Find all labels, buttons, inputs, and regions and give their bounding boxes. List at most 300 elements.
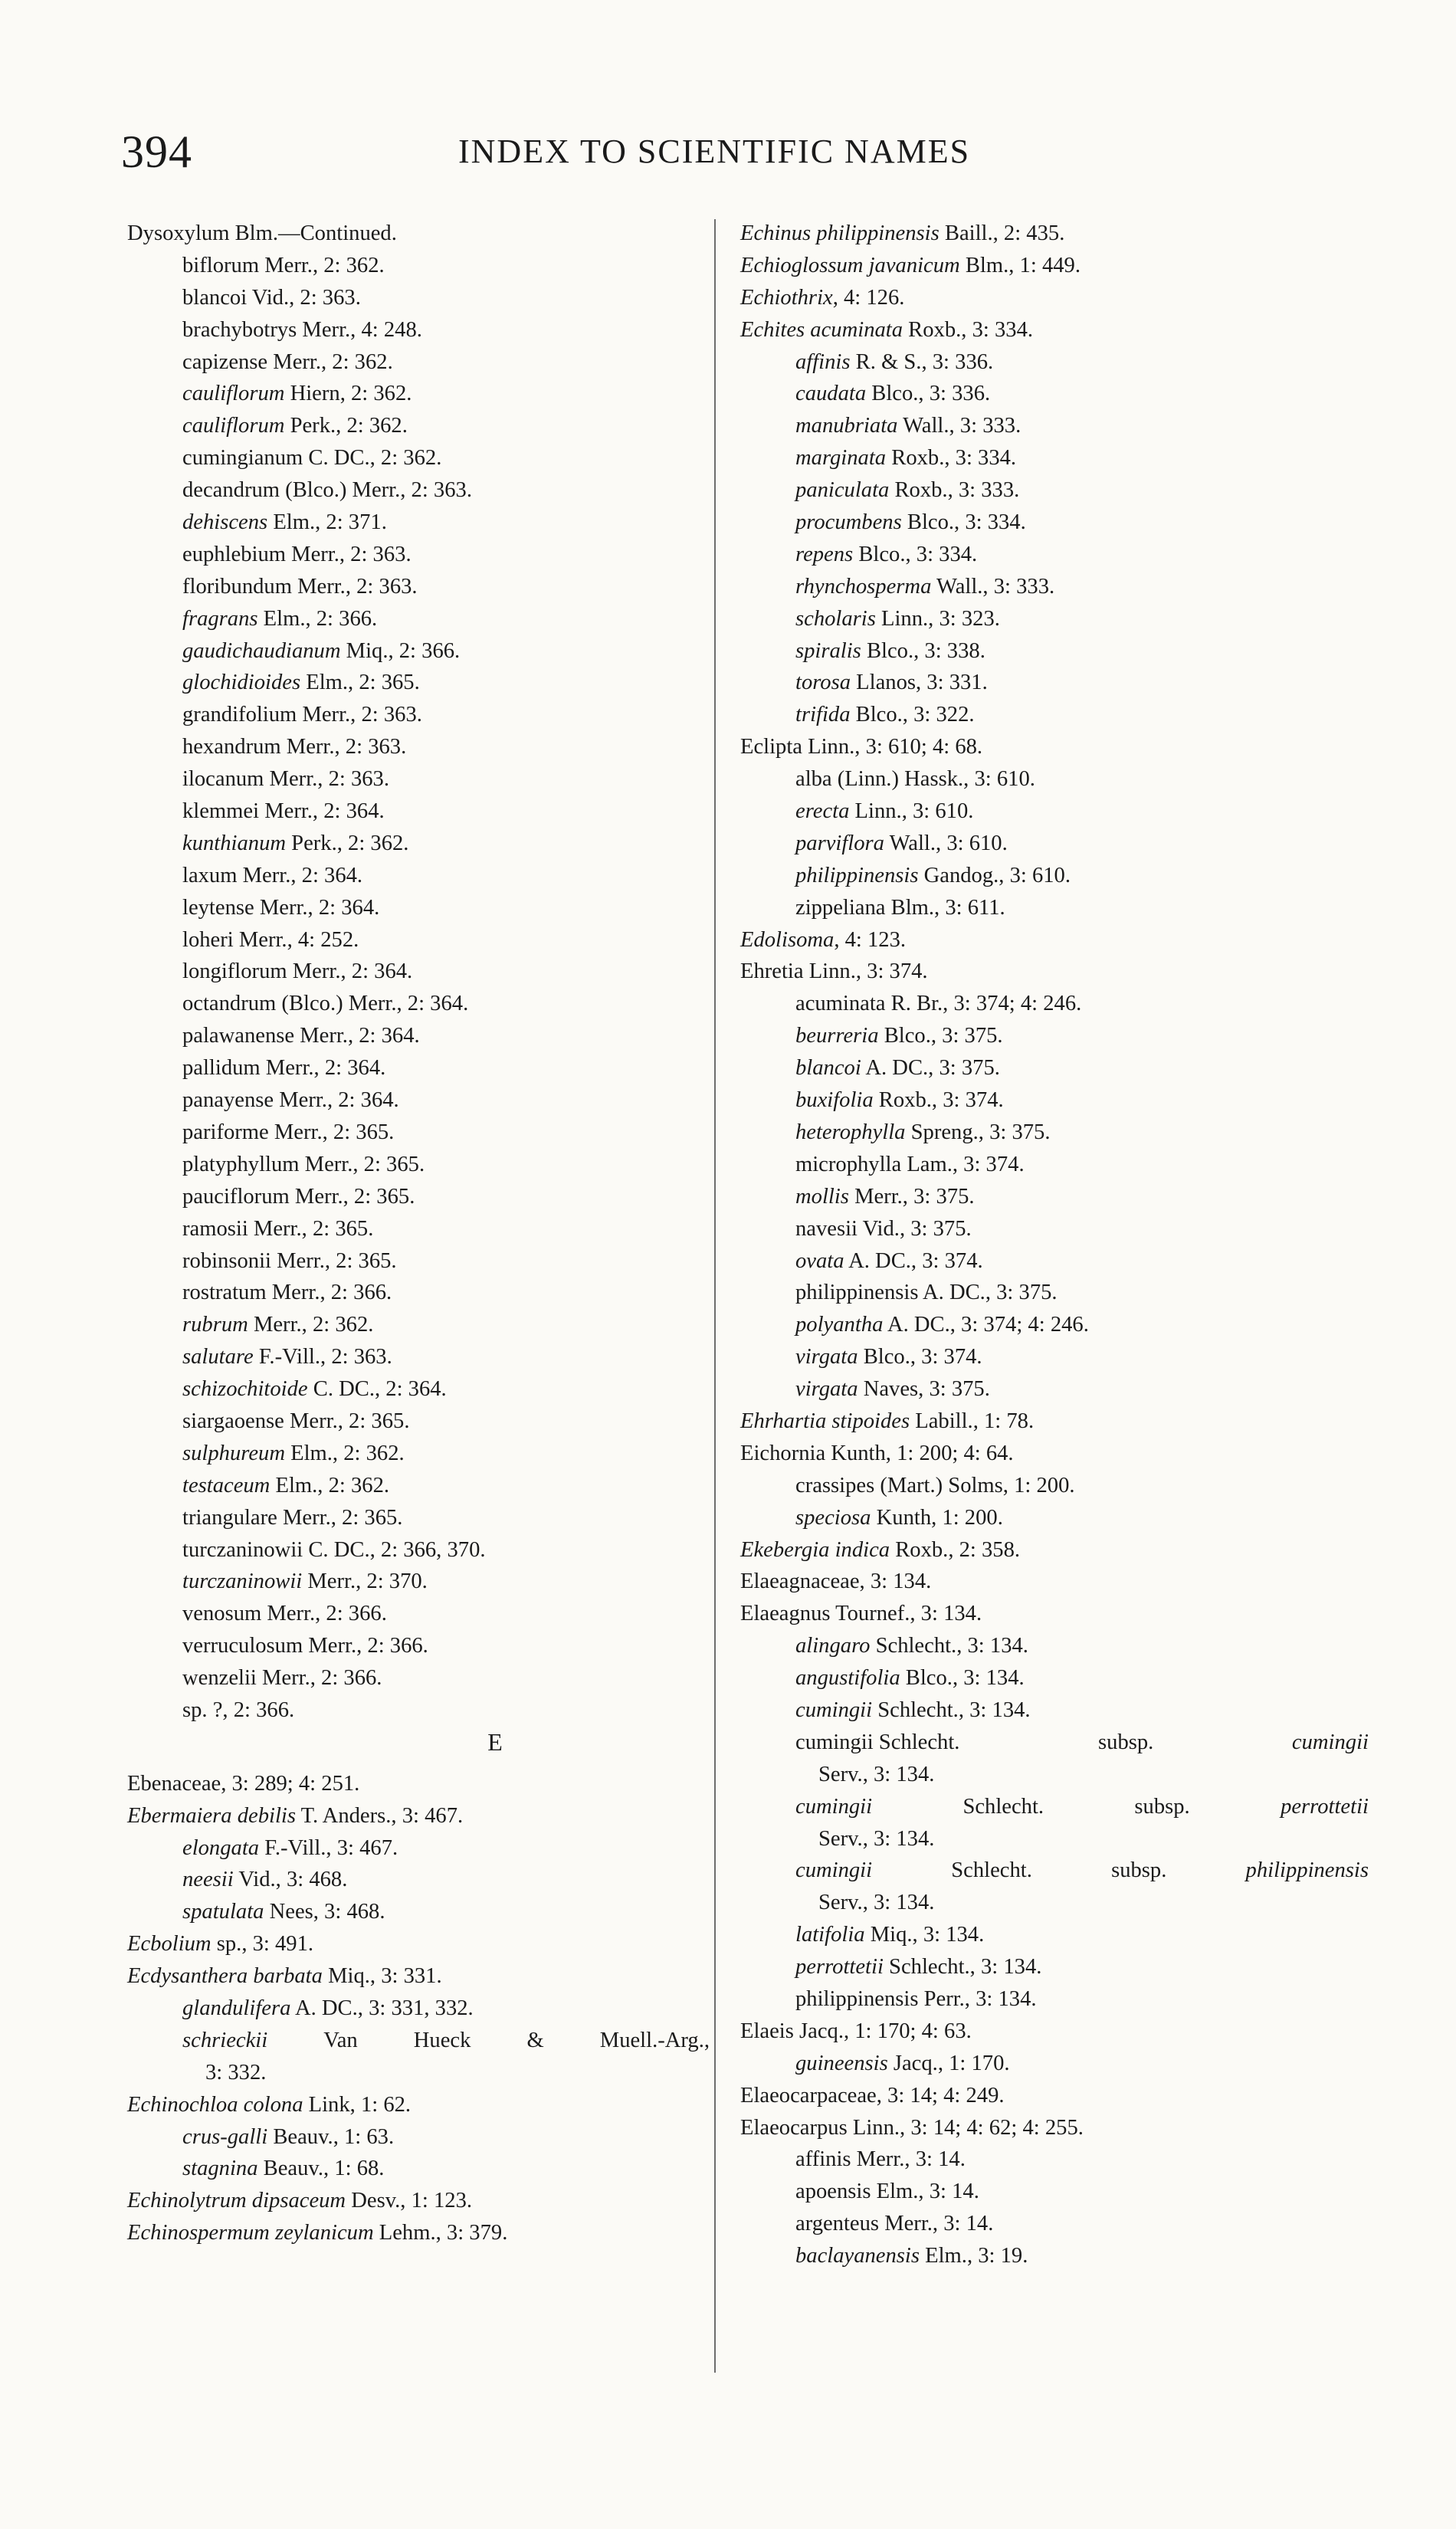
entry-text: subsp. — [1134, 1794, 1190, 1819]
index-subentry — [740, 1084, 1369, 1117]
italic-name: Ehrhartia stipoides — [740, 1409, 910, 1433]
index-subentry — [740, 507, 1369, 539]
italic-name: cumingii — [1291, 1730, 1369, 1754]
entry-text: Blco., 3: 134. — [900, 1666, 1025, 1691]
entry-text: Blco., 3: 334. — [853, 542, 978, 566]
entry-text: Elm., 2: 371. — [267, 510, 387, 535]
index-subentry — [127, 1630, 710, 1662]
italic-name: Echites acuminata — [740, 317, 903, 342]
section-letter-heading — [127, 1727, 710, 1759]
index-subentry — [740, 1855, 1369, 1887]
entry-text: rostratum Merr., 2: 366. — [182, 1281, 392, 1305]
entry-text: F.-Vill., 3: 467. — [259, 1835, 398, 1860]
index-subentry — [127, 1438, 710, 1470]
entry-text: Blm., 1: 449. — [959, 253, 1081, 277]
index-subentry — [127, 699, 710, 731]
italic-name: Echinus philippinensis — [740, 221, 940, 245]
column-divider — [714, 219, 716, 2373]
entry-text: E — [487, 1727, 503, 1756]
index-subentry — [740, 442, 1369, 474]
index-subentry — [127, 378, 710, 410]
index-subentry — [127, 860, 710, 892]
entry-text: Perk., 2: 362. — [284, 414, 408, 438]
entry-text: Elaeagnaceae, 3: 134. — [740, 1570, 932, 1594]
entry-text: decandrum (Blco.) Merr., 2: 363. — [182, 478, 472, 503]
entry-text: leytense Merr., 2: 364. — [182, 895, 380, 920]
entry-text: acuminata R. Br., 3: 374; 4: 246. — [795, 992, 1082, 1016]
entry-text: alba (Linn.) Hassk., 3: 610. — [795, 767, 1035, 792]
index-subentry — [127, 1245, 710, 1278]
entry-text: C. DC., 2: 364. — [307, 1377, 447, 1402]
entry-text: , 4: 126. — [832, 285, 905, 310]
index-subentry — [127, 603, 710, 635]
entry-text: Merr., 2: 370. — [302, 1570, 428, 1594]
entry-text: Elaeis Jacq., 1: 170; 4: 63. — [740, 2019, 972, 2043]
italic-name: parviflora — [795, 831, 884, 855]
entry-text: T. Anders., 3: 467. — [295, 1803, 464, 1828]
entry-text: Blco., 3: 374. — [858, 1345, 982, 1369]
italic-name: Echinospermum zeylanicum — [127, 2221, 374, 2245]
entry-text: Lehm., 3: 379. — [373, 2221, 508, 2245]
italic-name: repens — [795, 542, 854, 566]
italic-name: buxifolia — [795, 1088, 874, 1113]
spacer — [127, 1759, 710, 1768]
entry-text: Roxb., 2: 358. — [890, 1537, 1021, 1562]
entry-text: Vid., 3: 468. — [233, 1868, 348, 1892]
entry-text: Schlecht. — [962, 1794, 1044, 1819]
entry-text: Elm., 3: 19. — [920, 2244, 1028, 2268]
entry-text: Link, 1: 62. — [303, 2092, 412, 2117]
entry-text: Linn., 3: 610. — [849, 799, 974, 824]
index-subentry — [740, 1470, 1369, 1502]
index-subentry — [127, 1373, 710, 1406]
entry-text: Blco., 3: 334. — [901, 510, 1026, 535]
entry-text: Blco., 3: 322. — [850, 703, 975, 727]
index-entry — [127, 1768, 710, 1800]
entry-text: Beauv., 1: 68. — [257, 2157, 385, 2181]
index-subentry — [127, 892, 710, 924]
index-subentry — [740, 1181, 1369, 1213]
index-subentry — [740, 2240, 1369, 2272]
entry-text: pariforme Merr., 2: 365. — [182, 1120, 395, 1144]
italic-name: testaceum — [182, 1473, 271, 1497]
entry-text: Ehretia Linn., 3: 374. — [740, 959, 928, 984]
italic-name: cumingii — [795, 1858, 873, 1883]
index-subentry — [740, 1662, 1369, 1694]
index-subentry — [127, 1566, 710, 1598]
index-subentry — [127, 1213, 710, 1245]
entry-text: palawanense Merr., 2: 364. — [182, 1024, 420, 1048]
entry-text: microphylla Lam., 3: 374. — [795, 1152, 1025, 1176]
index-subentry — [740, 988, 1369, 1020]
entry-text: A. DC., 3: 375. — [861, 1056, 1000, 1081]
entry-text: capizense Merr., 2: 362. — [182, 349, 393, 374]
entry-text: Gandog., 3: 610. — [918, 863, 1071, 887]
italic-name: cauliflorum — [182, 382, 285, 406]
entry-text: Miq., 3: 134. — [864, 1923, 985, 1947]
italic-name: philippinensis — [1245, 1858, 1369, 1883]
index-subentry — [740, 2208, 1369, 2240]
italic-name: guineensis — [795, 2051, 888, 2075]
entry-text: Blco., 3: 336. — [866, 382, 991, 406]
italic-name: polyantha — [795, 1313, 884, 1337]
index-subentry — [127, 1832, 710, 1865]
index-entry — [740, 2016, 1369, 2048]
index-subentry — [740, 1502, 1369, 1534]
entry-text: brachybotrys Merr., 4: 248. — [182, 317, 422, 342]
entry-text: Miq., 2: 366. — [340, 638, 461, 663]
index-entry — [127, 2185, 710, 2217]
index-subentry — [127, 410, 710, 442]
index-entry — [127, 1960, 710, 1993]
entry-text: sp. ?, 2: 366. — [182, 1697, 295, 1722]
entry-text: Dysoxylum Blm.—Continued. — [127, 221, 397, 245]
italic-name: fragrans — [182, 606, 258, 631]
italic-name: Echioglossum javanicum — [740, 253, 960, 277]
entry-text: Baill., 2: 435. — [939, 221, 1065, 245]
page-number: 394 — [121, 126, 192, 177]
entry-text: Elm., 2: 362. — [270, 1473, 390, 1497]
entry-text: Hiern, 2: 362. — [284, 382, 412, 406]
italic-name: baclayanensis — [795, 2244, 920, 2268]
entry-text: loheri Merr., 4: 252. — [182, 927, 359, 952]
italic-name: heterophylla — [795, 1120, 906, 1144]
italic-name: schizochitoide — [182, 1377, 308, 1402]
italic-name: erecta — [795, 799, 850, 824]
italic-name: marginata — [795, 446, 887, 471]
index-subentry — [740, 346, 1369, 379]
index-column-left — [127, 218, 710, 2249]
index-column-right — [740, 218, 1369, 2272]
entry-text: Serv., 3: 134. — [818, 1762, 935, 1786]
index-subentry — [127, 250, 710, 282]
index-subentry — [740, 1277, 1369, 1309]
entry-text: Van — [323, 2028, 358, 2052]
index-subentry — [127, 1309, 710, 1341]
index-subentry — [740, 699, 1369, 731]
index-subentry — [127, 1020, 710, 1052]
italic-name: schrieckii — [182, 2028, 268, 2052]
entry-text: subsp. — [1098, 1730, 1154, 1754]
entry-text: venosum Merr., 2: 366. — [182, 1602, 387, 1626]
entry-text: Elaeocarpaceae, 3: 14; 4: 249. — [740, 2083, 1005, 2108]
entry-text: Beauv., 1: 63. — [267, 2124, 395, 2149]
entry-text: Serv., 3: 134. — [818, 1826, 935, 1851]
index-subentry — [740, 1245, 1369, 1278]
italic-name: Echiothrix — [740, 285, 833, 310]
index-subentry — [127, 1864, 710, 1896]
index-subentry — [127, 956, 710, 988]
index-subentry — [127, 1341, 710, 1373]
entry-text: cumingii Schlecht. — [795, 1730, 960, 1754]
italic-name: cumingii — [795, 1697, 873, 1722]
entry-text: octandrum (Blco.) Merr., 2: 364. — [182, 992, 469, 1016]
entry-text: Elaeagnus Tournef., 3: 134. — [740, 1602, 982, 1626]
index-subentry — [127, 1117, 710, 1149]
entry-text: euphlebium Merr., 2: 363. — [182, 542, 412, 566]
italic-name: affinis — [795, 349, 851, 374]
entry-text: Muell.-Arg., — [599, 2028, 710, 2052]
entry-text: Miq., 3: 331. — [322, 1964, 442, 1989]
entry-text: Schlecht. — [951, 1858, 1032, 1883]
index-subentry — [127, 2121, 710, 2153]
index-subentry — [127, 442, 710, 474]
italic-name: blancoi — [795, 1056, 861, 1081]
entry-text: triangulare Merr., 2: 365. — [182, 1505, 403, 1530]
index-subentry — [127, 2153, 710, 2185]
entry-text: grandifolium Merr., 2: 363. — [182, 703, 422, 727]
italic-name: speciosa — [795, 1505, 871, 1530]
index-entry — [740, 218, 1369, 250]
italic-name: torosa — [795, 671, 851, 695]
entry-text: subsp. — [1111, 1858, 1167, 1883]
entry-text: philippinensis A. DC., 3: 375. — [795, 1281, 1058, 1305]
italic-name: salutare — [182, 1345, 254, 1369]
entry-text: Elm., 2: 366. — [257, 606, 378, 631]
italic-name: perrottetii — [1281, 1794, 1369, 1819]
index-continuation — [740, 1823, 1369, 1855]
page-title: INDEX TO SCIENTIFIC NAMES — [458, 133, 971, 170]
index-subentry — [127, 1470, 710, 1502]
entry-text: blancoi Vid., 2: 363. — [182, 285, 361, 310]
entry-text: A. DC., 3: 374; 4: 246. — [883, 1313, 1089, 1337]
entry-text: argenteus Merr., 3: 14. — [795, 2212, 994, 2236]
italic-name: angustifolia — [795, 1666, 900, 1691]
index-subentry — [740, 378, 1369, 410]
italic-name: elongata — [182, 1835, 260, 1860]
index-entry — [740, 1534, 1369, 1566]
entry-text: platyphyllum Merr., 2: 365. — [182, 1152, 425, 1176]
entry-text: Blco., 3: 338. — [861, 638, 985, 663]
italic-name: spiralis — [795, 638, 861, 663]
italic-name: glochidioides — [182, 671, 301, 695]
index-subentry — [127, 795, 710, 828]
entry-text: , 4: 123. — [834, 927, 907, 952]
entry-text: Naves, 3: 375. — [858, 1377, 990, 1402]
index-subentry — [740, 892, 1369, 924]
index-subentry — [740, 1052, 1369, 1084]
index-subentry — [740, 1309, 1369, 1341]
index-subentry — [127, 1993, 710, 2025]
italic-name: gaudichaudianum — [182, 638, 341, 663]
italic-name: caudata — [795, 382, 867, 406]
italic-name: sulphureum — [182, 1441, 285, 1465]
index-entry — [740, 731, 1369, 763]
index-entry — [127, 1928, 710, 1960]
entry-text: A. DC., 3: 331, 332. — [290, 1996, 474, 2020]
entry-text: Kunth, 1: 200. — [871, 1505, 1003, 1530]
index-subentry — [127, 988, 710, 1020]
entry-text: F.-Vill., 2: 363. — [253, 1345, 392, 1369]
entry-text: cumingianum C. DC., 2: 362. — [182, 446, 442, 471]
italic-name: Ekebergia indica — [740, 1537, 890, 1562]
index-subentry — [740, 667, 1369, 699]
italic-name: procumbens — [795, 510, 902, 535]
index-entry — [740, 2112, 1369, 2144]
index-subentry — [127, 1181, 710, 1213]
entry-text: Linn., 3: 323. — [875, 606, 1000, 631]
entry-text: Schlecht., 3: 134. — [872, 1697, 1031, 1722]
italic-name: ovata — [795, 1248, 844, 1273]
entry-text: Schlecht., 3: 134. — [870, 1634, 1028, 1658]
entry-text: & — [526, 2028, 544, 2052]
entry-text: pallidum Merr., 2: 364. — [182, 1056, 386, 1081]
italic-name: kunthianum — [182, 831, 287, 855]
index-subentry — [127, 1534, 710, 1566]
entry-text: biflorum Merr., 2: 362. — [182, 253, 385, 277]
index-subentry — [740, 828, 1369, 860]
italic-name: Echinolytrum dipsaceum — [127, 2189, 346, 2213]
italic-name: alingaro — [795, 1634, 871, 1658]
entry-text: klemmei Merr., 2: 364. — [182, 799, 385, 824]
entry-text: hexandrum Merr., 2: 363. — [182, 735, 407, 759]
index-entry — [740, 282, 1369, 314]
index-subentry — [740, 763, 1369, 795]
index-continuation — [127, 2057, 710, 2089]
index-subentry — [127, 282, 710, 314]
index-entry — [740, 314, 1369, 346]
index-subentry — [127, 1662, 710, 1694]
index-subentry — [127, 507, 710, 539]
index-subentry — [740, 1694, 1369, 1727]
index-subentry — [740, 2048, 1369, 2080]
entry-text: Ebenaceae, 3: 289; 4: 251. — [127, 1771, 360, 1796]
index-subentry — [740, 1117, 1369, 1149]
entry-text: turczaninowii C. DC., 2: 366, 370. — [182, 1537, 486, 1562]
index-subentry — [740, 603, 1369, 635]
index-entry — [127, 2217, 710, 2249]
italic-name: virgata — [795, 1345, 858, 1369]
index-subentry — [127, 1052, 710, 1084]
entry-text: ilocanum Merr., 2: 363. — [182, 767, 390, 792]
index-subentry — [127, 1084, 710, 1117]
entry-text: Merr., 2: 362. — [248, 1313, 374, 1337]
italic-name: neesii — [182, 1868, 234, 1892]
entry-text: philippinensis Perr., 3: 134. — [795, 1986, 1037, 2011]
italic-name: cumingii — [795, 1794, 873, 1819]
entry-text: pauciflorum Merr., 2: 365. — [182, 1184, 415, 1209]
index-subentry — [740, 1919, 1369, 1951]
italic-name: turczaninowii — [182, 1570, 303, 1594]
index-subentry — [127, 828, 710, 860]
index-subentry — [127, 314, 710, 346]
entry-text: Hueck — [413, 2028, 471, 2052]
index-subentry — [740, 1630, 1369, 1662]
italic-name: cauliflorum — [182, 414, 285, 438]
index-subentry — [127, 1896, 710, 1928]
index-subentry — [127, 1149, 710, 1181]
italic-name: virgata — [795, 1377, 858, 1402]
index-entry — [740, 1598, 1369, 1630]
entry-text: Roxb., 3: 333. — [889, 478, 1020, 503]
entry-text: crassipes (Mart.) Solms, 1: 200. — [795, 1473, 1075, 1497]
index-subentry — [127, 667, 710, 699]
entry-text: Spreng., 3: 375. — [905, 1120, 1051, 1144]
entry-text: panayense Merr., 2: 364. — [182, 1088, 399, 1113]
italic-name: stagnina — [182, 2157, 258, 2181]
index-subentry — [127, 571, 710, 603]
italic-name: philippinensis — [795, 863, 919, 887]
index-subentry — [740, 474, 1369, 507]
index-entry — [740, 1406, 1369, 1438]
index-subentry — [127, 2025, 710, 2057]
entry-text: wenzelii Merr., 2: 366. — [182, 1666, 382, 1691]
index-subentry — [740, 2176, 1369, 2208]
entry-text: ramosii Merr., 2: 365. — [182, 1216, 374, 1241]
index-subentry — [127, 346, 710, 379]
entry-text: apoensis Elm., 3: 14. — [795, 2180, 979, 2204]
index-subentry — [740, 539, 1369, 571]
entry-text: R. & S., 3: 336. — [850, 349, 994, 374]
index-subentry — [740, 1149, 1369, 1181]
entry-text: navesii Vid., 3: 375. — [795, 1216, 972, 1241]
entry-text: Wall., 3: 333. — [897, 414, 1021, 438]
entry-text: Roxb., 3: 334. — [903, 317, 1034, 342]
index-subentry — [127, 1694, 710, 1727]
entry-text: Perk., 2: 362. — [286, 831, 409, 855]
entry-text: verruculosum Merr., 2: 366. — [182, 1634, 428, 1658]
index-entry — [740, 1438, 1369, 1470]
index-subentry — [740, 571, 1369, 603]
entry-text: Eclipta Linn., 3: 610; 4: 68. — [740, 735, 983, 759]
entry-text: A. DC., 3: 374. — [844, 1248, 983, 1273]
italic-name: scholaris — [795, 606, 876, 631]
index-subentry — [127, 1277, 710, 1309]
index-subentry — [740, 860, 1369, 892]
index-subentry — [740, 635, 1369, 668]
entry-text: siargaoense Merr., 2: 365. — [182, 1409, 410, 1433]
index-subentry — [127, 1502, 710, 1534]
index-continuation — [740, 1759, 1369, 1791]
italic-name: trifida — [795, 703, 851, 727]
index-subentry — [740, 1341, 1369, 1373]
entry-text: Schlecht., 3: 134. — [883, 1955, 1042, 1980]
index-subentry — [127, 1406, 710, 1438]
index-entry — [740, 250, 1369, 282]
index-subentry — [127, 924, 710, 956]
index-entry — [740, 924, 1369, 956]
italic-name: Edolisoma — [740, 927, 835, 952]
index-entry — [127, 218, 710, 250]
index-subentry — [740, 1983, 1369, 2016]
index-entry — [740, 1566, 1369, 1598]
italic-name: dehiscens — [182, 510, 268, 535]
entry-text: Jacq., 1: 170. — [887, 2051, 1010, 2075]
index-subentry — [740, 1213, 1369, 1245]
entry-text: Eichornia Kunth, 1: 200; 4: 64. — [740, 1441, 1014, 1465]
index-subentry — [740, 795, 1369, 828]
entry-text: Elm., 2: 362. — [284, 1441, 405, 1465]
index-subentry — [740, 1951, 1369, 1983]
index-entry — [740, 2080, 1369, 2112]
entry-text: 3: 332. — [205, 2060, 267, 2085]
entry-text: Blco., 3: 375. — [878, 1024, 1003, 1048]
index-subentry — [740, 1791, 1369, 1823]
index-subentry — [740, 1373, 1369, 1406]
index-subentry — [740, 410, 1369, 442]
entry-text: sp., 3: 491. — [211, 1932, 314, 1957]
entry-text: affinis Merr., 3: 14. — [795, 2147, 966, 2172]
index-subentry — [127, 474, 710, 507]
index-continuation — [740, 1887, 1369, 1919]
index-subentry — [740, 1020, 1369, 1052]
entry-text: zippeliana Blm., 3: 611. — [795, 895, 1005, 920]
entry-text: floribundum Merr., 2: 363. — [182, 574, 418, 599]
italic-name: Ecbolium — [127, 1932, 212, 1957]
italic-name: Echinochloa colona — [127, 2092, 303, 2117]
entry-text: Serv., 3: 134. — [818, 1891, 935, 1915]
italic-name: rhynchosperma — [795, 574, 932, 599]
